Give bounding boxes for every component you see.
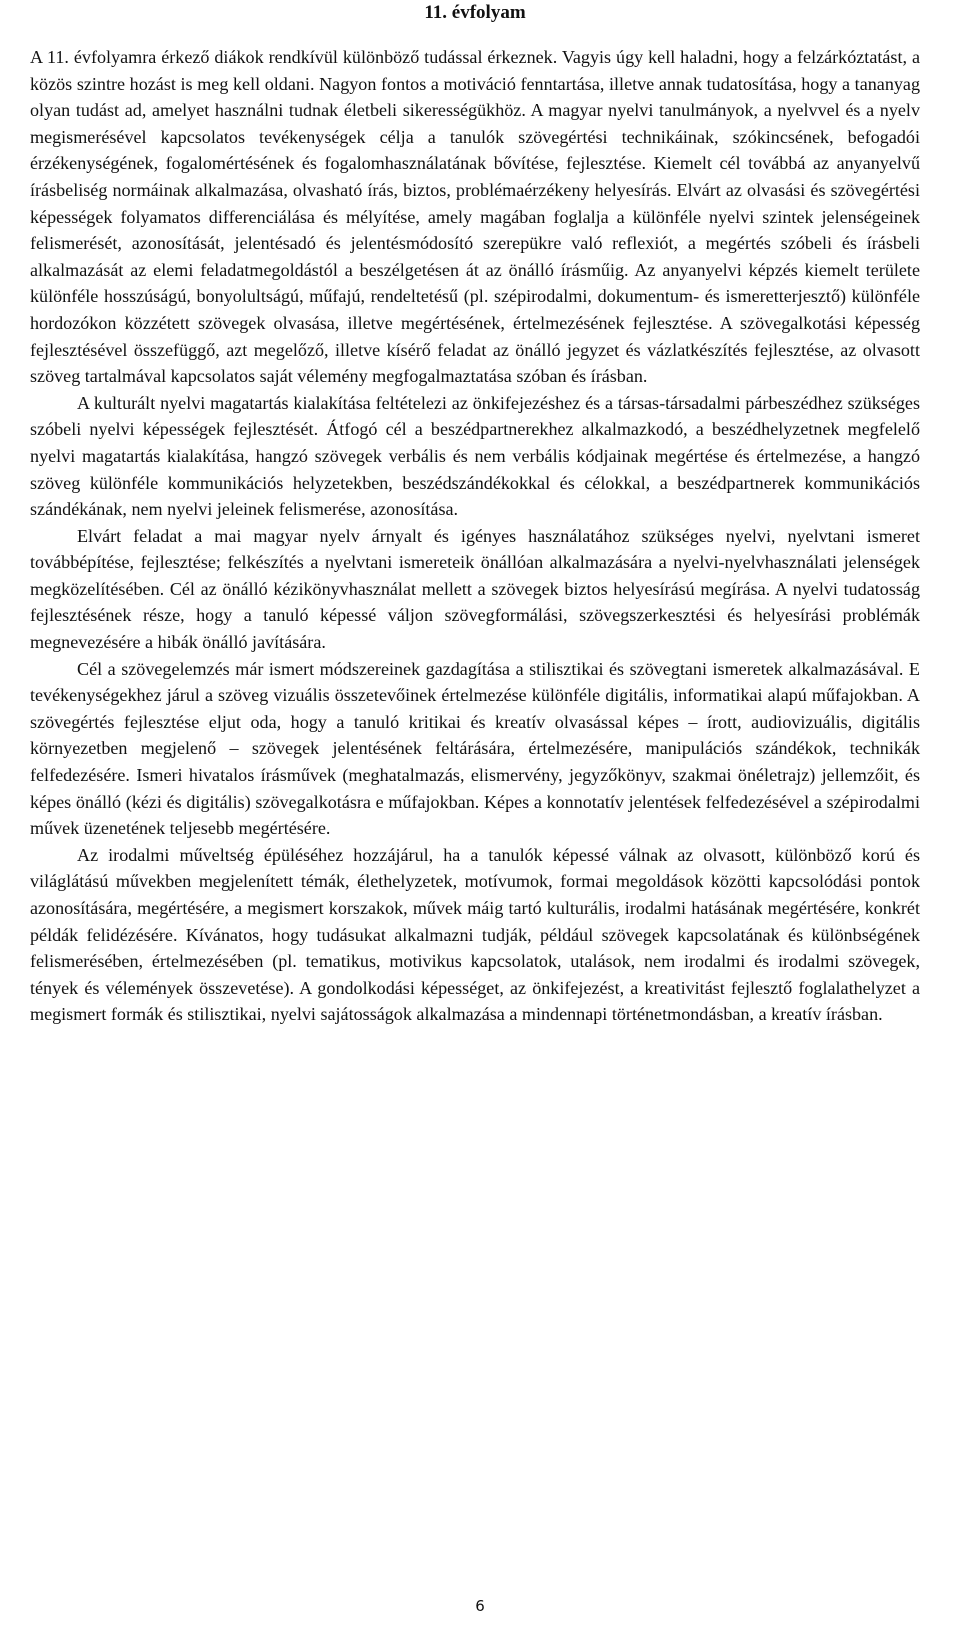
paragraph-literary-literacy: Az irodalmi műveltség épüléséhez hozzájárul, ha a tanulók képessé válnak az olvasott, különböző korú és világlátású művekben megjelenített témák, élethelyzetek, motívumok, formai megoldások közötti kapcsolódási pontok azonosítására, megértésére, a megismert korszakok, művek máig tartó kulturális, irodalmi hatásának megértésére, konkrét példák felidézésére. Kívánatos, hogy tudásukat alkalmazni tudják, például szövegek kapcsolatának és különbségének felismerésében, értelmezésében (pl. tematikus, motivikus kapcsolatok, utalások, nem irodalmi és irodalmi szövegek, tények és vélemények összevetése). A gondolkodási képességet, az önkifejezést, a kreativitást fejlesztő foglalathelyzet a megismert formák és stilisztikai, nyelvi sajátosságok alkalmazása a mindennapi történetmondásban, a kreatív írásban. — [30, 844, 920, 1025]
page-number: 6 — [475, 1597, 485, 1615]
document-page — [30, 0, 920, 1028]
paragraph-intro: A 11. évfolyamra érkező diákok rendkívül különböző tudással érkeznek. Vagyis úgy kell haladni, hogy a felzárkóztatást, a közös szintre hozást is meg kell oldani. Nagyon fontos a motiváció fenntartása, illetve annak tudatosítása, hogy a tananyag olyan tudást ad, amelyet használni tudnak életbeli sikerességükhöz. A magyar nyelvi tanulmányok, a nyelvvel és a nyelv megismerésével kapcsolatos tevékenységek célja a tanulók szövegértési technikáinak, szókincsének, befogadói érzékenységének, fogalomértésének és fogalomhasználatának bővítése, fejlesztése. Kiemelt cél továbbá az anyanyelvű írásbeliség normáinak alkalmazása, olvasható írás, biztos, problémaérzékeny helyesírás. Elvárt az olvasási és szövegértési képességek folyamatos differenciálása és mélyítése, amely magában foglalja a különféle nyelvi szintek jelenségeinek felismerését, azonosítását, jelentésadó és jelentésmódosító szerepükre való reflexiót, a megértés szóbeli és írásbeli alkalmazását az elemi feladatmegoldástól a beszélgetésen át az önálló írásműig. Az anyanyelvi képzés kiemelt területe különféle hosszúságú, bonyolultságú, műfajú, rendeltetésű (pl. szépirodalmi, dokumentum- és ismeretterjesztő) különféle hordozókon közzétett szövegek olvasása, illetve megértésének, értelmezésének fejlesztése. A szövegalkotási képesség fejlesztésével összefüggő, azt megelőző, illetve kísérő feladat az önálló jegyzet és vázlatkészítés fejlesztése, az olvasott szöveg tartalmával kapcsolatos saját vélemény megfogalmaztatása szóban és írásban. — [30, 47, 920, 387]
page-title: 11. évfolyam — [424, 2, 526, 23]
paragraph-language-behavior: A kulturált nyelvi magatartás kialakítása feltételezi az önkifejezéshez és a társas-társadalmi párbeszédhez szükséges szóbeli nyelvi képességek fejlesztését. Átfogó cél a beszédpartnerekhez alkalmazkodó, a beszédhelyzetnek megfelelő nyelvi magatartás kialakítása, hangzó szövegek verbális és nem verbális kódjainak megértése és értelmezése, a hangzó szöveg különféle kommunikációs helyzetekben, beszédszándékokkal és célokkal, a beszédpartnerek kommunikációs szándékának, nem nyelvi jeleinek felismerése, azonosítása. — [30, 392, 920, 520]
paragraph-grammar-tasks: Elvárt feladat a mai magyar nyelv árnyalt és igényes használatához szükséges nyelvi, nyelvtani ismeret továbbépítése, fejlesztése; felkészítés a nyelvtani ismereteik önállóan alkalmazására a nyelvi-nyelvhasználati jelenségek megközelítésében. Cél az önálló kézikönyvhasználat mellett a szövegek biztos helyesírású megírása. A nyelvi tudatosság fejlesztésének része, hogy a tanuló képessé váljon szövegformálási, szövegszerkesztési és helyesírási problémák megnevezésére a hibák önálló javítására. — [30, 525, 920, 653]
paragraph-text-analysis: Cél a szövegelemzés már ismert módszereinek gazdagítása a stilisztikai és szövegtani ismeretek alkalmazásával. E tevékenységekhez járul a szöveg vizuális összetevőinek értelmezése különféle digitális, informatikai alapú műfajokban. A szövegértés fejlesztése eljut oda, hogy a tanuló kritikai és kreatív olvasással képes – írott, audiovizuális, digitális környezetben megjelenő – szövegek jelentésének feltárására, értelmezésére, manipulációs szándékok, technikák felfedezésére. Ismeri hivatalos írásművek (meghatalmazás, elismervény, jegyzőkönyv, szakmai önéletrajz) jellemzőit, és képes önálló (kézi és digitális) szövegalkotásra e műfajokban. Képes a konnotatív jelentések felfedezésével a szépirodalmi művek üzenetének teljesebb megértésére. — [30, 658, 920, 839]
